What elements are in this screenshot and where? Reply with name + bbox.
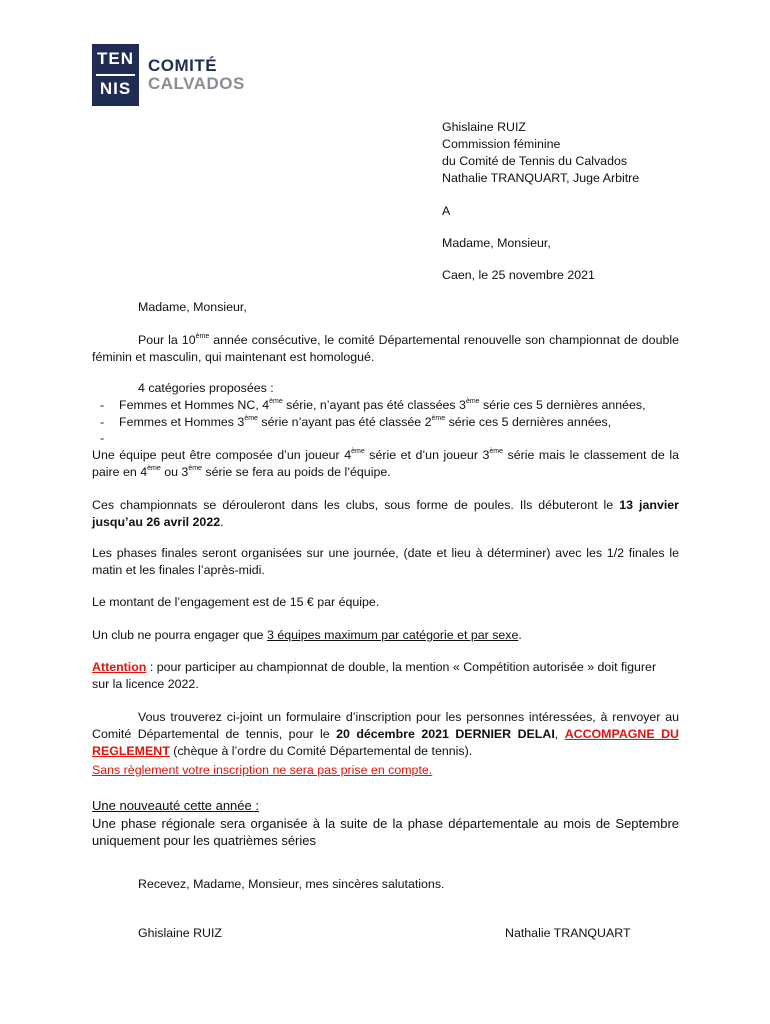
club-limit-paragraph: Un club ne pourra engager que 3 équipes maximum par catégorie et par sexe.: [92, 628, 522, 642]
payment-warning: Sans règlement votre inscription ne sera pas prise en compte.: [92, 763, 433, 777]
category-item: Femmes et Hommes NC, 4ème série, n’ayant pas été classées 3ème série ces 5 dernières années,: [119, 398, 646, 412]
closing-line: Recevez, Madame, Monsieur, mes sincères salutations.: [138, 877, 445, 891]
signature-right: Nathalie TRANQUART: [505, 926, 631, 940]
place-date: Caen, le 25 novembre 2021: [442, 268, 595, 282]
novelty-text: Une phase régionale sera organisée à la suite de la phase départementale au mois de Septembre uniquement pour les quatrièmes séries: [92, 816, 679, 848]
org-name-line1: COMITÉ: [148, 56, 218, 75]
attention-paragraph: Attention : pour participer au championnat de double, la mention « Compétition autorisée » doit figurer sur la licence 2022.: [92, 660, 657, 691]
categories-intro: 4 catégories proposées :: [138, 381, 274, 395]
payment-required-label: ACCOMPAGNE DU REGLEMENT: [92, 727, 679, 758]
team-paragraph: Une équipe peut être composée d’un joueur 4ème série et d’un joueur 3ème série mais le classement de la paire en 4ème ou 3ème série se fera au poids de l’équipe.: [92, 448, 679, 479]
logo-divider: [96, 74, 135, 76]
intro-paragraph: Pour la 10ème année consécutive, le comité Départemental renouvelle son championnat de double féminin et masculin, qui maintenant est homologué.: [92, 333, 679, 364]
category-item: Femmes et Hommes 3ème série n’ayant pas été classée 2ème série ces 5 dernières années,: [119, 415, 612, 429]
dates-paragraph: Ces championnats se dérouleront dans les clubs, sous forme de poules. Ils débuteront le 13 janvier jusqu’au 26 avril 2022.: [92, 498, 679, 529]
salutation: Madame, Monsieur,: [138, 300, 247, 314]
sender-line: Nathalie TRANQUART, Juge Arbitre: [442, 171, 640, 185]
org-name-line2: CALVADOS: [148, 74, 245, 93]
tennis-logo: [92, 44, 139, 106]
bullet-dash: -: [100, 415, 105, 429]
novelty-title: Une nouveauté cette année :: [92, 798, 259, 813]
bullet-dash: -: [100, 431, 105, 445]
registration-paragraph: Vous trouverez ci-joint un formulaire d’inscription pour les personnes intéressées, à renvoyer au Comité Départemental de tennis, pour le 20 décembre 2021 DERNIER DELAI, ACCOMPAGNE DU REGLEMENT (chèque à l’ordre du Comité Départemental de tennis).: [92, 710, 679, 758]
fee-paragraph: Le montant de l’engagement est de 15 € par équipe.: [92, 595, 380, 609]
attention-label: Attention: [92, 660, 147, 674]
sender-line: Commission féminine: [442, 137, 561, 151]
logo-text-top: TEN: [97, 49, 134, 68]
recipient-name: Madame, Monsieur,: [442, 236, 551, 250]
finals-paragraph: Les phases finales seront organisées sur une journée, (date et lieu à déterminer) avec les 1/2 finales le matin et les finales l’après-midi.: [92, 546, 679, 577]
bullet-dash: -: [100, 398, 105, 412]
logo-text-bottom: NIS: [99, 79, 132, 98]
signature-left: Ghislaine RUIZ: [138, 926, 223, 940]
recipient-prefix: A: [442, 204, 451, 218]
sender-line: du Comité de Tennis du Calvados: [442, 154, 628, 168]
sender-line: Ghislaine RUIZ: [442, 120, 527, 134]
sender-block: [442, 119, 639, 187]
